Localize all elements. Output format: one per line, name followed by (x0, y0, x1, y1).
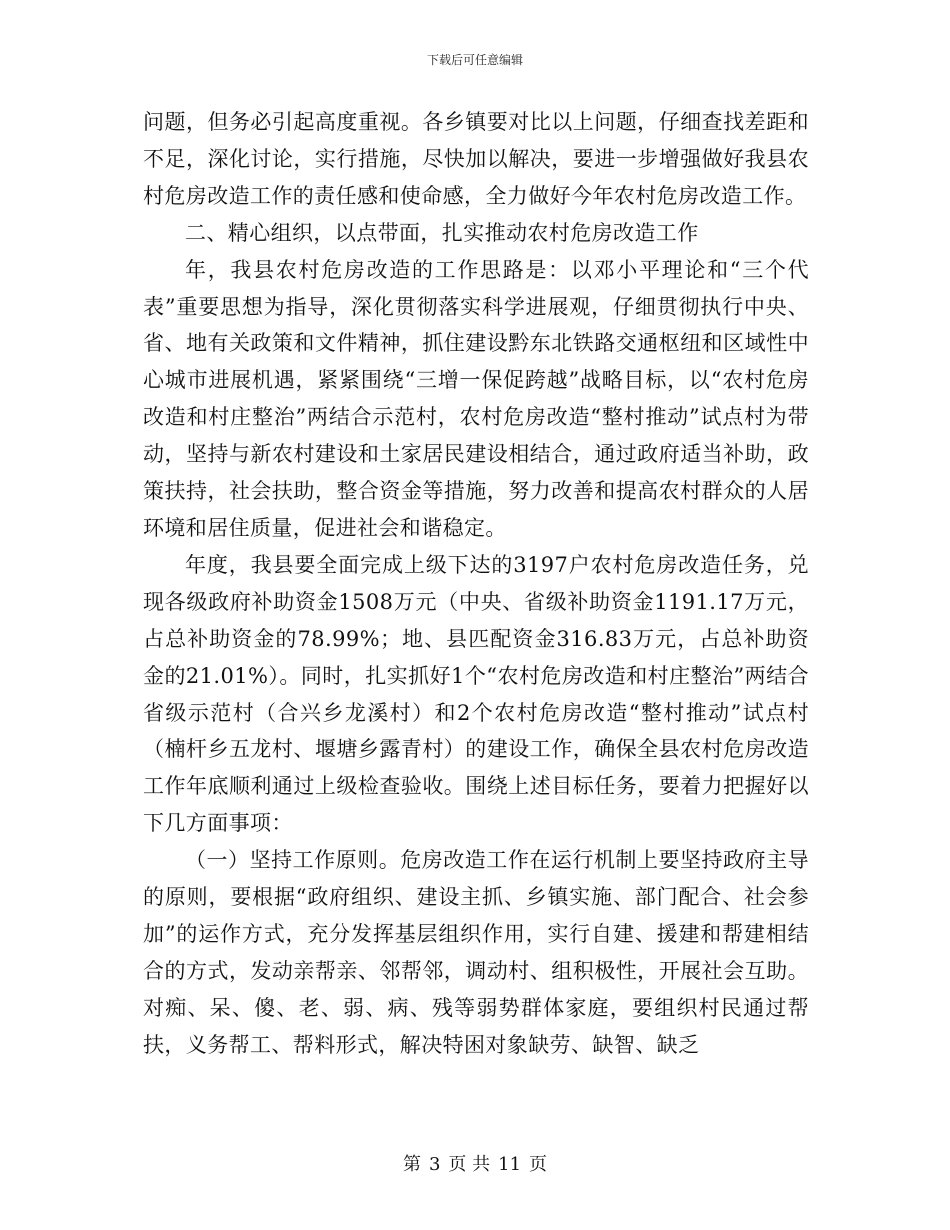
footer-page-number: 3 (428, 1154, 441, 1175)
footer-prefix: 第 (402, 1154, 421, 1175)
paragraph-annual-targets: 年度，我县要全面完成上级下达的3197户农村危房改造任务，兑现各级政府补助资金1508万元（中央、省级补助资金1191.17万元，占总补助资金的78.99%；地、县匹配资金316.83万元，占总补助资金的21.01%）。同时，扎实抓好1个“农村危房改造和村庄整治”两结合省级示范村（合兴乡龙溪村）和2个农村危房改造“整村推动”试点村（楠杆乡五龙村、堰塘乡露青村）的建设工作，确保全县农村危房改造工作年底顺利通过上级检查验收。围绕上述目标任务，要着力把握好以下几方面事项： (143, 552, 810, 836)
paragraph-work-principles: （一）坚持工作原则。危房改造工作在运行机制上要坚持政府主导的原则，要根据“政府组织、建设主抓、乡镇实施、部门配合、社会参加”的运作方式，充分发挥基层组织作用，实行自建、援建和帮建相结合的方式，发动亲帮亲、邻帮邻，调动村、组积极性，开展社会互助。对痴、呆、傻、老、弱、病、残等弱势群体家庭，要组织村民通过帮扶，义务帮工、帮料形式，解决特困对象缺劳、缺智、缺乏 (143, 848, 809, 1057)
footer-total-pages: 11 (498, 1154, 522, 1175)
footer-mid: 页 共 (448, 1154, 491, 1175)
footer-suffix: 页 (529, 1154, 548, 1175)
document-body (143, 104, 809, 1064)
page-footer (0, 1154, 950, 1176)
paragraph-work-approach: 年，我县农村危房改造的工作思路是：以邓小平理论和“三个代表”重要思想为指导，深化贯彻落实科学进展观，仔细贯彻执行中央、省、地有关政策和文件精神，抓住建设黔东北铁路交通枢纽和区域性中心城市进展机遇，紧紧围绕“三增一保促跨越”战略目标，以“农村危房改造和村庄整治”两结合示范村，农村危房改造“整村推动”试点村为带动，坚持与新农村建设和土家居民建设相结合，通过政府适当补助，政策扶持，社会扶助，整合资金等措施，努力改善和提高农村群众的人居环境和居住质量，促进社会和谐稳定。 (143, 257, 809, 540)
page-header: 下载后可任意编辑 (426, 53, 523, 67)
paragraph-continuation: 问题，但务必引起高度重视。各乡镇要对比以上问题，仔细查找差距和不足，深化讨论，实行措施，尽快加以解决，要进一步增强做好我县农村危房改造工作的责任感和使命感，全力做好今年农村危房改造工作。 (143, 110, 809, 208)
section-heading: 二、精心组织，以点带面，扎实推动农村危房改造工作 (185, 220, 699, 245)
